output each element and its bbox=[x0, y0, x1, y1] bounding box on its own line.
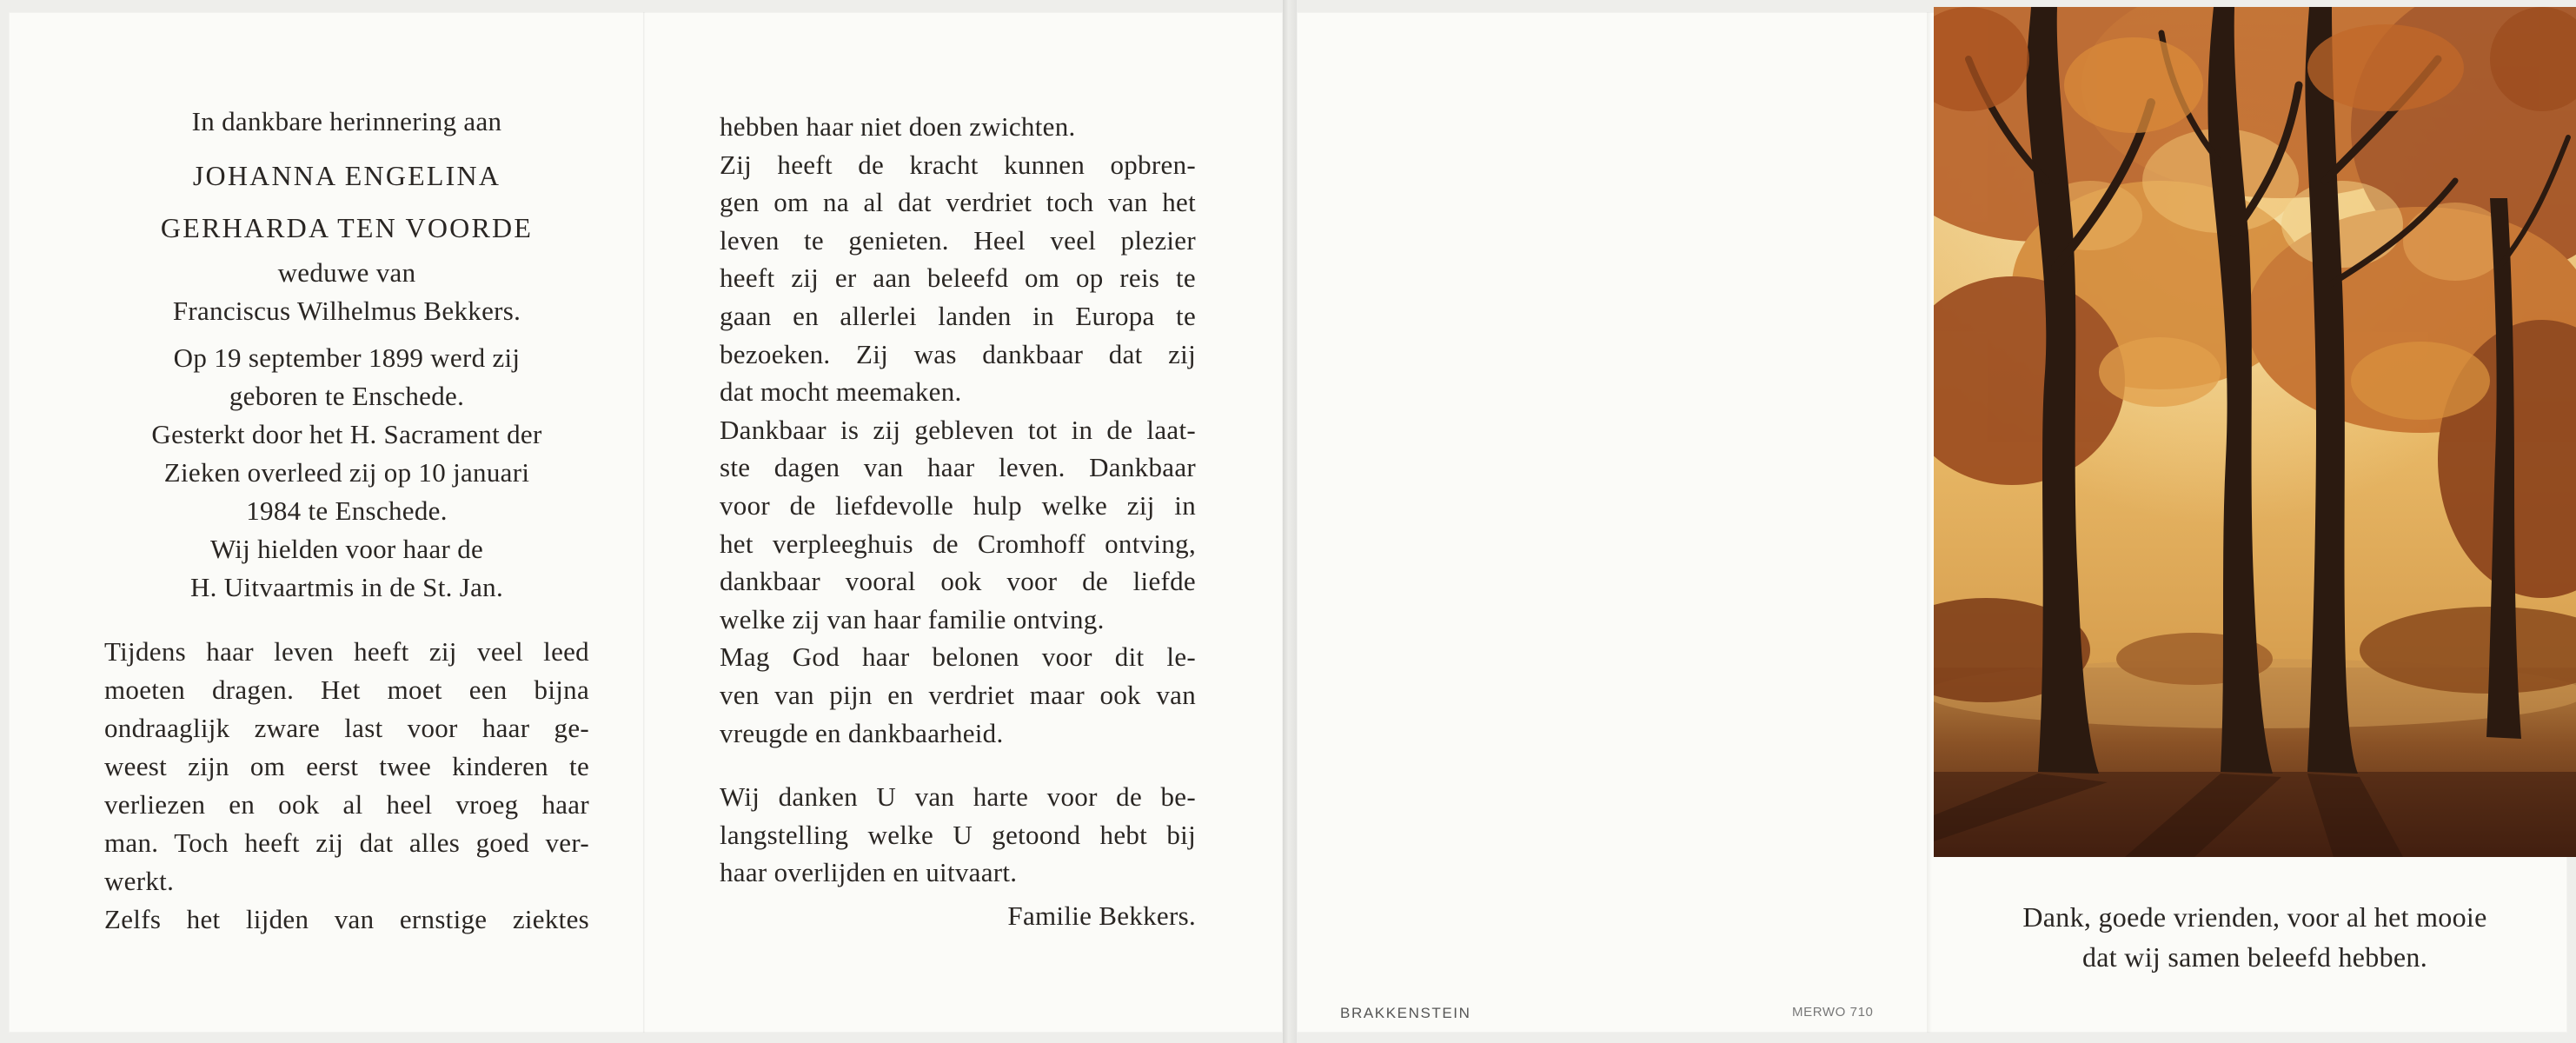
fold-line-outer bbox=[1927, 12, 1932, 1033]
widow-of bbox=[104, 254, 589, 330]
body-line: moeten dragen. Het moet een bijna bbox=[104, 674, 589, 705]
scan-gap bbox=[1283, 0, 1297, 1043]
body-line: Zelfs het lijden van ernstige ziektes bbox=[104, 904, 589, 934]
obituary-column-left bbox=[104, 103, 589, 939]
thanks-caption bbox=[1934, 897, 2576, 977]
dates-line: Op 19 september 1899 werd zij bbox=[173, 342, 521, 373]
body-line: dat mocht meemaken. bbox=[720, 376, 962, 408]
dates-line: Gesterkt door het H. Sacrament der bbox=[151, 419, 542, 449]
printer-imprint-right: MERWO 710 bbox=[1792, 1005, 1874, 1020]
fold-line-inner bbox=[643, 12, 645, 1033]
thanks-line: Wij danken U van harte voor de be- bbox=[720, 781, 1196, 813]
body-line: heeft zij er aan beleefd om op reis te bbox=[720, 262, 1196, 294]
autumn-forest-photo bbox=[1934, 7, 2576, 857]
body-line: verliezen en ook al heel vroeg haar bbox=[104, 789, 589, 820]
thanks-line: haar overlijden en uitvaart. bbox=[720, 857, 1018, 888]
life-dates bbox=[104, 339, 589, 607]
printer-imprint-left: BRAKKENSTEIN bbox=[1340, 1005, 1471, 1021]
deceased-name bbox=[104, 149, 589, 254]
body-line: Mag God haar belonen voor dit le- bbox=[720, 641, 1196, 673]
autumn-forest-illustration bbox=[1934, 7, 2576, 857]
dates-line: geboren te Enschede. bbox=[229, 381, 465, 411]
body-line: gaan en allerlei landen in Europa te bbox=[720, 300, 1196, 331]
body-line: ven van pijn en verdriet maar ook van bbox=[720, 679, 1196, 710]
thanks-paragraph bbox=[720, 778, 1196, 892]
caption-line: dat wij samen beleefd hebben. bbox=[2082, 941, 2427, 973]
body-line: ondraaglijk zware last voor haar ge- bbox=[104, 713, 589, 743]
body-line: hebben haar niet doen zwichten. bbox=[720, 111, 1076, 142]
body-line: welke zij van haar familie ontving. bbox=[720, 603, 1105, 634]
body-line: Tijdens haar leven heeft zij veel leed bbox=[104, 636, 589, 667]
body-line: Dankbaar is zij gebleven tot in de laat- bbox=[720, 414, 1196, 445]
dates-line: Wij hielden voor haar de bbox=[209, 534, 484, 564]
body-line: werkt. bbox=[104, 866, 175, 896]
thanks-line: langstelling welke U getoond hebt bij bbox=[720, 819, 1196, 850]
body-line: Zij heeft de kracht kunnen opbren- bbox=[720, 149, 1196, 180]
dates-line: H. Uitvaartmis in de St. Jan. bbox=[190, 572, 503, 602]
body-line: voor de liefdevolle hulp welke zij in bbox=[720, 489, 1196, 521]
widow-line: weduwe van bbox=[277, 257, 416, 288]
name-line: GERHARDA TEN VOORDE bbox=[160, 212, 534, 243]
obituary-column-middle bbox=[720, 108, 1196, 934]
body-line: gen om na al dat verdriet toch van het bbox=[720, 187, 1196, 218]
body-line: bezoeken. Zij was dankbaar dat zij bbox=[720, 338, 1196, 369]
caption-line: Dank, goede vrienden, voor al het mooie bbox=[2022, 901, 2487, 933]
dedication-heading bbox=[104, 103, 589, 141]
life-story-part-2 bbox=[720, 108, 1196, 752]
dates-line: 1984 te Enschede. bbox=[246, 495, 448, 526]
dates-line: Zieken overleed zij op 10 januari bbox=[163, 457, 530, 488]
body-line: leven te genieten. Heel veel plezier bbox=[720, 224, 1196, 256]
name-line: JOHANNA ENGELINA bbox=[192, 160, 501, 191]
body-line: ste dagen van haar leven. Dankbaar bbox=[720, 452, 1196, 483]
widow-line: Franciscus Wilhelmus Bekkers. bbox=[172, 296, 521, 326]
life-story-part-1 bbox=[104, 633, 589, 939]
body-line: man. Toch heeft zij dat alles goed ver- bbox=[104, 827, 589, 858]
body-line: het verpleeghuis de Cromhoff ontving, bbox=[720, 528, 1196, 559]
body-line: vreugde en dankbaarheid. bbox=[720, 717, 1004, 748]
body-line: dankbaar vooral ook voor de liefde bbox=[720, 566, 1196, 597]
heading-line: In dankbare herinnering aan bbox=[191, 106, 502, 136]
family-signature: Familie Bekkers. bbox=[1007, 900, 1196, 931]
body-line: weest zijn om eerst twee kinderen te bbox=[104, 751, 589, 781]
